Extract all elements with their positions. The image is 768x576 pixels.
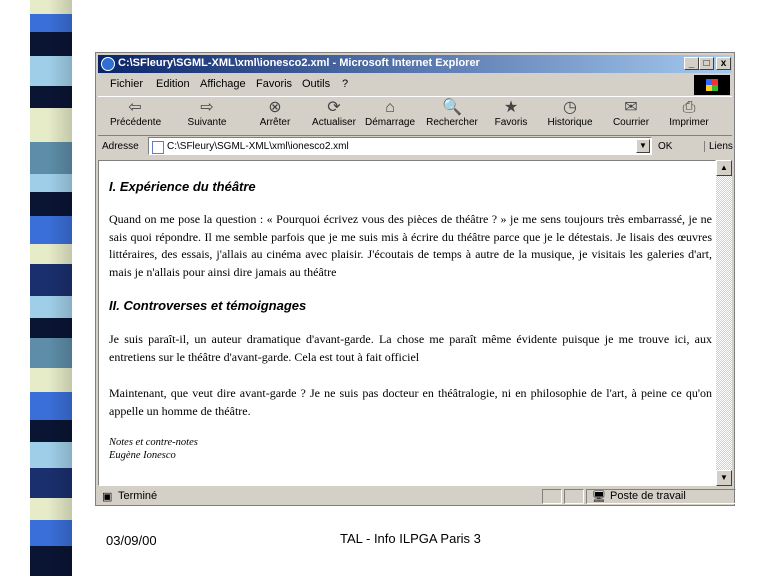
menu-affichage[interactable]: Affichage <box>200 78 246 90</box>
section2-text1: Je suis paraît-il, un auteur dramatique d'avant-garde. La chose me paraît même évidente puisque je me trouve ici, aux entretiens sur le théâtre d'avant-garde. Cela est tout à fait officiel <box>109 332 712 364</box>
status-text: Terminé <box>118 490 158 502</box>
refresh-icon: ⟳ <box>327 99 341 116</box>
mail-button[interactable] <box>606 99 656 128</box>
chevron-down-icon[interactable]: ▼ <box>636 139 650 153</box>
address-input[interactable] <box>148 137 652 155</box>
home-button[interactable] <box>362 99 418 128</box>
section2-text2: Maintenant, que veut dire avant-garde ? Je ne suis pas docteur en théâtralogie, ni en philosophie de l'art, à peine ce qu'on appelle un homme de théâtre. <box>109 386 712 418</box>
status-bar <box>98 488 732 505</box>
section1-text: Quand on me pose la question : « Pourquoi écrivez vous des pièces de théâtre ? » je me sens toujours très embarrassé, je ne sais quoi répondre. Il me semble parfois que je me suis mis à écrire du théâtre parce que je le détestais. Je lisais des œuvres littéraires, des essais, j'allais au cinéma avec plaisir. J'écoutais de temps à autre de la musique, je visitais les galeries d'art, mais je n'allais pour ainsi dire jamais au théâtre <box>109 212 712 279</box>
search-icon: 🔍 <box>442 99 462 116</box>
back-arrow-icon: ⇦ <box>128 99 142 116</box>
print-icon: ⎙ <box>682 99 696 116</box>
home-icon: ⌂ <box>385 99 395 116</box>
print-label: Imprimer <box>669 117 709 128</box>
status-zone: Poste de travail <box>610 490 686 502</box>
maximize-button[interactable]: □ <box>699 57 714 70</box>
forward-label: Suivante <box>187 117 227 128</box>
address-value: C:\SFleury\SGML-XML\xml\ionesco2.xml <box>167 141 349 152</box>
search-label: Rechercher <box>426 117 478 128</box>
ie-logo-icon <box>101 57 115 71</box>
refresh-button[interactable] <box>306 99 362 128</box>
section1-title: I. Expérience du théâtre <box>109 179 256 194</box>
computer-icon: 🖥 <box>592 491 606 503</box>
address-label: Adresse <box>102 141 139 152</box>
toolbar <box>98 96 732 136</box>
refresh-label: Actualiser <box>312 117 356 128</box>
note-title: Notes et contre-notes <box>109 437 198 448</box>
mail-icon: ✉ <box>624 99 638 116</box>
favorites-icon: ★ <box>503 99 519 116</box>
section2-title: II. Controverses et témoignages <box>109 298 307 313</box>
scroll-up-icon[interactable]: ▲ <box>716 160 732 176</box>
favorites-button[interactable] <box>486 99 536 128</box>
footer-title: TAL - Info ILPGA Paris 3 <box>340 531 481 546</box>
close-button[interactable]: x <box>716 57 731 70</box>
address-bar <box>98 136 732 158</box>
scroll-down-icon[interactable]: ▼ <box>716 470 732 486</box>
status-page-icon: ▣ <box>102 491 113 503</box>
mail-label: Courrier <box>612 117 650 128</box>
decorative-strip <box>30 0 72 576</box>
stop-label: Arrêter <box>259 117 291 128</box>
stop-icon: ⊗ <box>268 99 282 116</box>
page-icon <box>152 141 164 154</box>
go-button[interactable]: OK <box>658 141 673 152</box>
stop-button[interactable] <box>250 99 300 128</box>
links-button[interactable]: Liens <box>704 141 733 152</box>
history-icon: ◷ <box>563 99 577 116</box>
menu-help[interactable]: ? <box>342 78 349 90</box>
title-bar[interactable] <box>98 55 732 73</box>
window-title: C:\SFleury\SGML-XML\xml\ionesco2.xml - Microsoft Internet Explorer <box>118 57 480 69</box>
favorites-label: Favoris <box>494 117 528 128</box>
vertical-scrollbar[interactable] <box>716 160 732 486</box>
note-author: Eugène Ionesco <box>109 450 176 461</box>
menu-edition[interactable]: Edition <box>156 78 190 90</box>
history-label: Historique <box>547 117 593 128</box>
print-button[interactable] <box>664 99 714 128</box>
search-button[interactable] <box>422 99 482 128</box>
forward-arrow-icon: ⇨ <box>200 99 214 116</box>
back-button[interactable] <box>110 99 160 128</box>
home-label: Démarrage <box>364 117 416 128</box>
back-label: Précédente <box>110 117 162 128</box>
windows-logo-icon <box>694 75 730 95</box>
footer-date: 03/09/00 <box>106 533 157 548</box>
menu-fichier[interactable]: Fichier <box>110 78 144 90</box>
forward-button[interactable] <box>182 99 232 128</box>
menu-favoris[interactable]: Favoris <box>256 78 293 90</box>
history-button[interactable] <box>542 99 598 128</box>
menu-bar <box>98 75 732 95</box>
menu-outils[interactable]: Outils <box>302 78 331 90</box>
document-view <box>98 160 716 486</box>
ie-window <box>95 52 735 506</box>
minimize-button[interactable]: _ <box>684 57 699 70</box>
